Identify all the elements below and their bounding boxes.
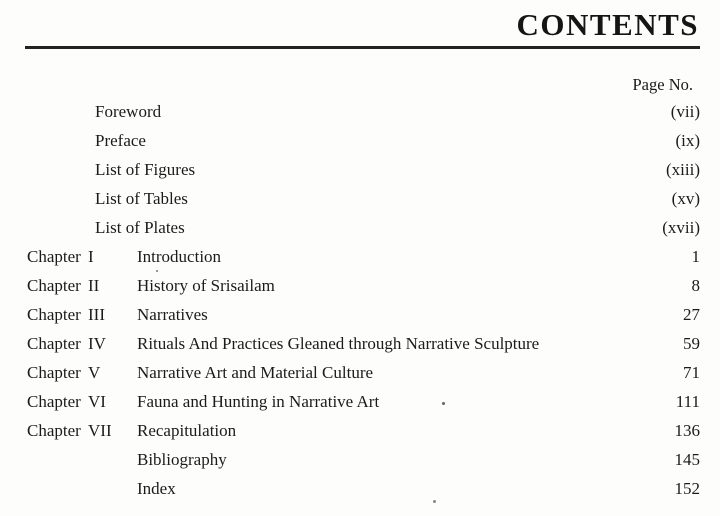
toc-row-chapter-2 xyxy=(0,271,720,300)
toc-entry-label: Bibliography xyxy=(137,450,227,469)
chapter-prefix: Chapter xyxy=(27,421,81,440)
toc-row-foreword xyxy=(0,97,720,126)
toc-page-number: 8 xyxy=(691,276,700,295)
toc-row-list-of-figures xyxy=(0,155,720,184)
toc-row-chapter-7 xyxy=(0,416,720,445)
chapter-numeral: V xyxy=(88,363,101,382)
toc-entry-label: List of Plates xyxy=(95,218,185,237)
toc-row-chapter-1 xyxy=(0,242,720,271)
toc-entry-label: Index xyxy=(137,479,176,498)
toc-page-number: (vii) xyxy=(670,102,700,121)
toc-entry-label: List of Tables xyxy=(95,189,188,208)
toc-page-number: 136 xyxy=(674,421,700,440)
toc-row-list-of-tables xyxy=(0,184,720,213)
toc-page-number: (xvii) xyxy=(662,218,700,237)
toc-page-number: 1 xyxy=(691,247,700,266)
chapter-prefix: Chapter xyxy=(27,334,81,353)
chapter-numeral: III xyxy=(88,305,105,324)
chapter-title: Narratives xyxy=(137,305,208,324)
chapter-title: Fauna and Hunting in Narrative Art xyxy=(137,392,380,411)
toc-page-number: 111 xyxy=(675,392,700,411)
scan-speck xyxy=(442,402,445,405)
chapter-title: Introduction xyxy=(137,247,222,266)
toc-page-number: 27 xyxy=(683,305,700,324)
title-rule-divider xyxy=(25,46,700,49)
chapter-prefix: Chapter xyxy=(27,247,81,266)
toc-row-chapter-5 xyxy=(0,358,720,387)
toc-row-index xyxy=(0,474,720,503)
toc-page-number: 152 xyxy=(674,479,700,498)
chapter-title: Recapitulation xyxy=(137,421,237,440)
toc-row-chapter-6 xyxy=(0,387,720,416)
toc-row-bibliography xyxy=(0,445,720,474)
toc-page-number: (ix) xyxy=(675,131,700,150)
chapter-numeral: VI xyxy=(88,392,106,411)
chapter-numeral: I xyxy=(88,247,94,266)
toc-entry-label: List of Figures xyxy=(95,160,196,179)
toc-page-number: (xv) xyxy=(671,189,700,208)
chapter-numeral: II xyxy=(88,276,100,295)
toc-page-number: (xiii) xyxy=(666,160,700,179)
toc-list xyxy=(0,97,720,503)
scan-speck xyxy=(433,500,436,503)
chapter-prefix: Chapter xyxy=(27,305,81,324)
page-title: CONTENTS xyxy=(516,7,699,42)
chapter-numeral: VII xyxy=(88,421,112,440)
toc-row-chapter-3 xyxy=(0,300,720,329)
chapter-title: Rituals And Practices Gleaned through Narrative Sculpture xyxy=(137,334,540,353)
chapter-prefix: Chapter xyxy=(27,363,81,382)
chapter-title: History of Srisailam xyxy=(137,276,275,295)
chapter-title: Narrative Art and Material Culture xyxy=(137,363,374,382)
toc-row-chapter-4 xyxy=(0,329,720,358)
toc-page-number: 71 xyxy=(683,363,700,382)
toc-row-preface xyxy=(0,126,720,155)
toc-page-number: 59 xyxy=(683,334,700,353)
chapter-numeral: IV xyxy=(88,334,106,353)
toc-page-number: 145 xyxy=(674,450,700,469)
toc-entry-label: Preface xyxy=(95,131,146,150)
scan-speck xyxy=(156,270,158,272)
toc-entry-label: Foreword xyxy=(95,102,162,121)
page-no-column-header: Page No. xyxy=(632,75,693,94)
chapter-prefix: Chapter xyxy=(27,276,81,295)
toc-row-list-of-plates xyxy=(0,213,720,242)
chapter-prefix: Chapter xyxy=(27,392,81,411)
